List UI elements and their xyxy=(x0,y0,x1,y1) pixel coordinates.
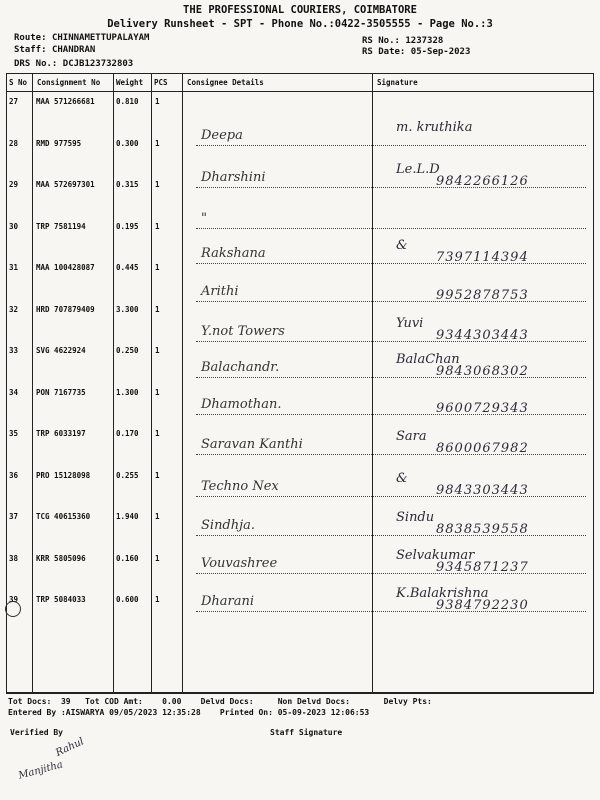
pieces-count: 1 xyxy=(155,180,160,189)
rs-no-value: 1237328 xyxy=(405,36,444,46)
consignment-number: SVG 4622924 xyxy=(36,346,86,355)
handwritten-scrawl: Rahul xyxy=(54,736,86,759)
consignee-name: Dharani xyxy=(201,594,255,609)
signature-scrawl: Sindu xyxy=(396,510,435,525)
pieces-count: 1 xyxy=(155,97,160,106)
consignment-number: TRP 7581194 xyxy=(36,221,86,231)
handwritten-phone: 9952878753 xyxy=(436,288,529,303)
consignee-name: Deepa xyxy=(201,128,243,143)
pieces-count: 1 xyxy=(155,470,160,480)
serial-number: 34 xyxy=(9,387,19,397)
signature-scrawl: Selvakumar xyxy=(396,547,475,563)
document-subtitle: Delivery Runsheet - SPT - Phone No.:0422-3505555 - Page No.:3 xyxy=(107,18,493,30)
route-value: CHINNAMETTUPALAYAM xyxy=(51,33,150,43)
col-header-weight: Weight xyxy=(116,78,144,87)
handwritten-phone: 9843303443 xyxy=(436,482,529,498)
consignee-name: Sindhja. xyxy=(201,518,256,533)
serial-number: 27 xyxy=(9,97,19,106)
consignment-number: MAA 571266681 xyxy=(36,97,95,106)
signature-scrawl: & xyxy=(396,237,408,253)
consignment-number: KRR 5805096 xyxy=(36,553,86,563)
signature-scrawl: m. kruthika xyxy=(396,120,473,135)
staff-line xyxy=(14,45,95,55)
col-header-consignee: Consignee Details xyxy=(187,78,264,87)
pieces-count: 1 xyxy=(155,263,160,272)
signature-scrawl: Yuvi xyxy=(396,315,424,331)
signature-scrawl: & xyxy=(396,470,408,486)
drs-line xyxy=(14,59,133,69)
pieces-count: 1 xyxy=(155,387,160,397)
handwritten-phone: 8600067982 xyxy=(436,441,529,456)
serial-number: 31 xyxy=(9,263,19,272)
col-header-sno: S No xyxy=(9,78,28,87)
pieces-count: 1 xyxy=(155,595,160,604)
weight-value: 0.445 xyxy=(116,263,139,272)
consignee-name: Dhamothan. xyxy=(201,396,282,412)
drs-value: DCJB123732803 xyxy=(62,59,134,69)
handwritten-phone: 7397114394 xyxy=(436,249,529,265)
pieces-count: 1 xyxy=(155,138,160,148)
consignee-name: Y.not Towers xyxy=(201,323,285,339)
rs-no-label: RS No.: xyxy=(362,36,400,46)
weight-value: 0.600 xyxy=(116,595,139,604)
rs-date-line xyxy=(362,47,470,57)
consignee-name: Vouvashree xyxy=(201,555,278,571)
serial-number: 36 xyxy=(9,470,19,480)
consignment-number: RMD 977595 xyxy=(36,138,82,148)
weight-value: 0.255 xyxy=(116,470,139,480)
route-label: Route: xyxy=(14,33,47,43)
consignment-number: PON 7167735 xyxy=(36,387,86,397)
weight-value: 0.315 xyxy=(116,180,139,189)
consignee-name: Dharshini xyxy=(201,169,266,185)
consignee-name: " xyxy=(201,211,207,226)
handwritten-phone: 9843068302 xyxy=(436,364,529,379)
totals-line: Tot Docs: 39 Tot COD Amt: 0.00 Delvd Docs: Non Delvd Docs: Delvy Pts: xyxy=(8,697,432,706)
consignment-number: HRD 707879409 xyxy=(36,304,95,314)
col-header-consignment: Consignment No xyxy=(37,78,101,87)
signature-scrawl: Sara xyxy=(396,429,427,444)
serial-number: 28 xyxy=(9,138,19,148)
serial-number: 37 xyxy=(9,512,19,521)
serial-number: 38 xyxy=(9,553,19,563)
weight-value: 0.250 xyxy=(116,346,139,355)
entered-by-line: Entered By :AISWARYA 09/05/2023 12:35:28 Printed On: 05-09-2023 12:06:53 xyxy=(8,708,370,717)
footer-divider xyxy=(6,693,594,694)
consignment-number: MAA 572697301 xyxy=(36,180,95,189)
staff-signature-label: Staff Signature xyxy=(270,728,343,737)
circled-row-marker xyxy=(5,601,21,617)
serial-number: 32 xyxy=(9,304,19,314)
weight-value: 1.300 xyxy=(116,387,139,397)
rs-date-label: RS Date: xyxy=(362,47,406,57)
pieces-count: 1 xyxy=(155,553,160,563)
weight-value: 3.300 xyxy=(116,304,139,314)
consignee-name: Balachandr. xyxy=(201,360,280,375)
consignee-name: Arithi xyxy=(201,284,239,299)
staff-label: Staff: xyxy=(14,45,47,55)
consignee-name: Rakshana xyxy=(201,245,266,261)
consignment-number: TRP 5084033 xyxy=(36,595,86,604)
consignee-name: Saravan Kanthi xyxy=(201,437,303,452)
document-title: THE PROFESSIONAL COURIERS, COIMBATORE xyxy=(183,4,417,16)
handwritten-phone: 9345871237 xyxy=(436,559,529,575)
staff-value: CHANDRAN xyxy=(51,45,96,55)
route-line xyxy=(14,33,149,43)
weight-value: 0.170 xyxy=(116,429,139,438)
serial-number: 29 xyxy=(9,180,19,189)
weight-value: 0.160 xyxy=(116,553,139,563)
header-divider xyxy=(6,91,594,92)
serial-number: 33 xyxy=(9,346,19,355)
rs-no-line xyxy=(362,36,443,46)
serial-number: 30 xyxy=(9,221,19,231)
serial-number: 35 xyxy=(9,429,19,438)
consignment-number: TRP 6033197 xyxy=(36,429,86,438)
consignment-number: MAA 100428087 xyxy=(36,263,95,272)
col-header-pcs: PCS xyxy=(154,78,168,87)
signature-scrawl: BalaChan xyxy=(396,352,460,367)
weight-value: 0.300 xyxy=(116,138,139,148)
rs-date-value: 05-Sep-2023 xyxy=(410,47,471,57)
drs-label: DRS No.: xyxy=(14,59,58,69)
pieces-count: 1 xyxy=(155,429,160,438)
handwritten-phone: 9344303443 xyxy=(436,327,529,343)
verified-by-label: Verified By xyxy=(10,728,63,737)
handwritten-phone: 8838539558 xyxy=(436,522,529,537)
pieces-count: 1 xyxy=(155,304,160,314)
weight-value: 0.810 xyxy=(116,97,139,106)
weight-value: 1.940 xyxy=(116,512,139,521)
weight-value: 0.195 xyxy=(116,221,139,231)
signature-scrawl: Le.L.D xyxy=(396,161,440,177)
handwritten-phone: 9384792230 xyxy=(436,598,529,613)
signature-scrawl: K.Balakrishna xyxy=(396,586,489,601)
consignee-name: Techno Nex xyxy=(201,478,279,494)
handwritten-phone: 9600729343 xyxy=(436,400,529,416)
handwritten-phone: 9842266126 xyxy=(436,173,529,189)
pieces-count: 1 xyxy=(155,346,160,355)
pieces-count: 1 xyxy=(155,221,160,231)
handwritten-scrawl: Manjitha xyxy=(17,759,65,782)
table-row xyxy=(6,586,594,641)
consignment-number: TCG 40615360 xyxy=(36,512,91,521)
serial-number: 39 xyxy=(9,595,19,604)
consignment-number: PRO 15128098 xyxy=(36,470,91,480)
pieces-count: 1 xyxy=(155,512,160,521)
col-header-signature: Signature xyxy=(377,78,418,87)
